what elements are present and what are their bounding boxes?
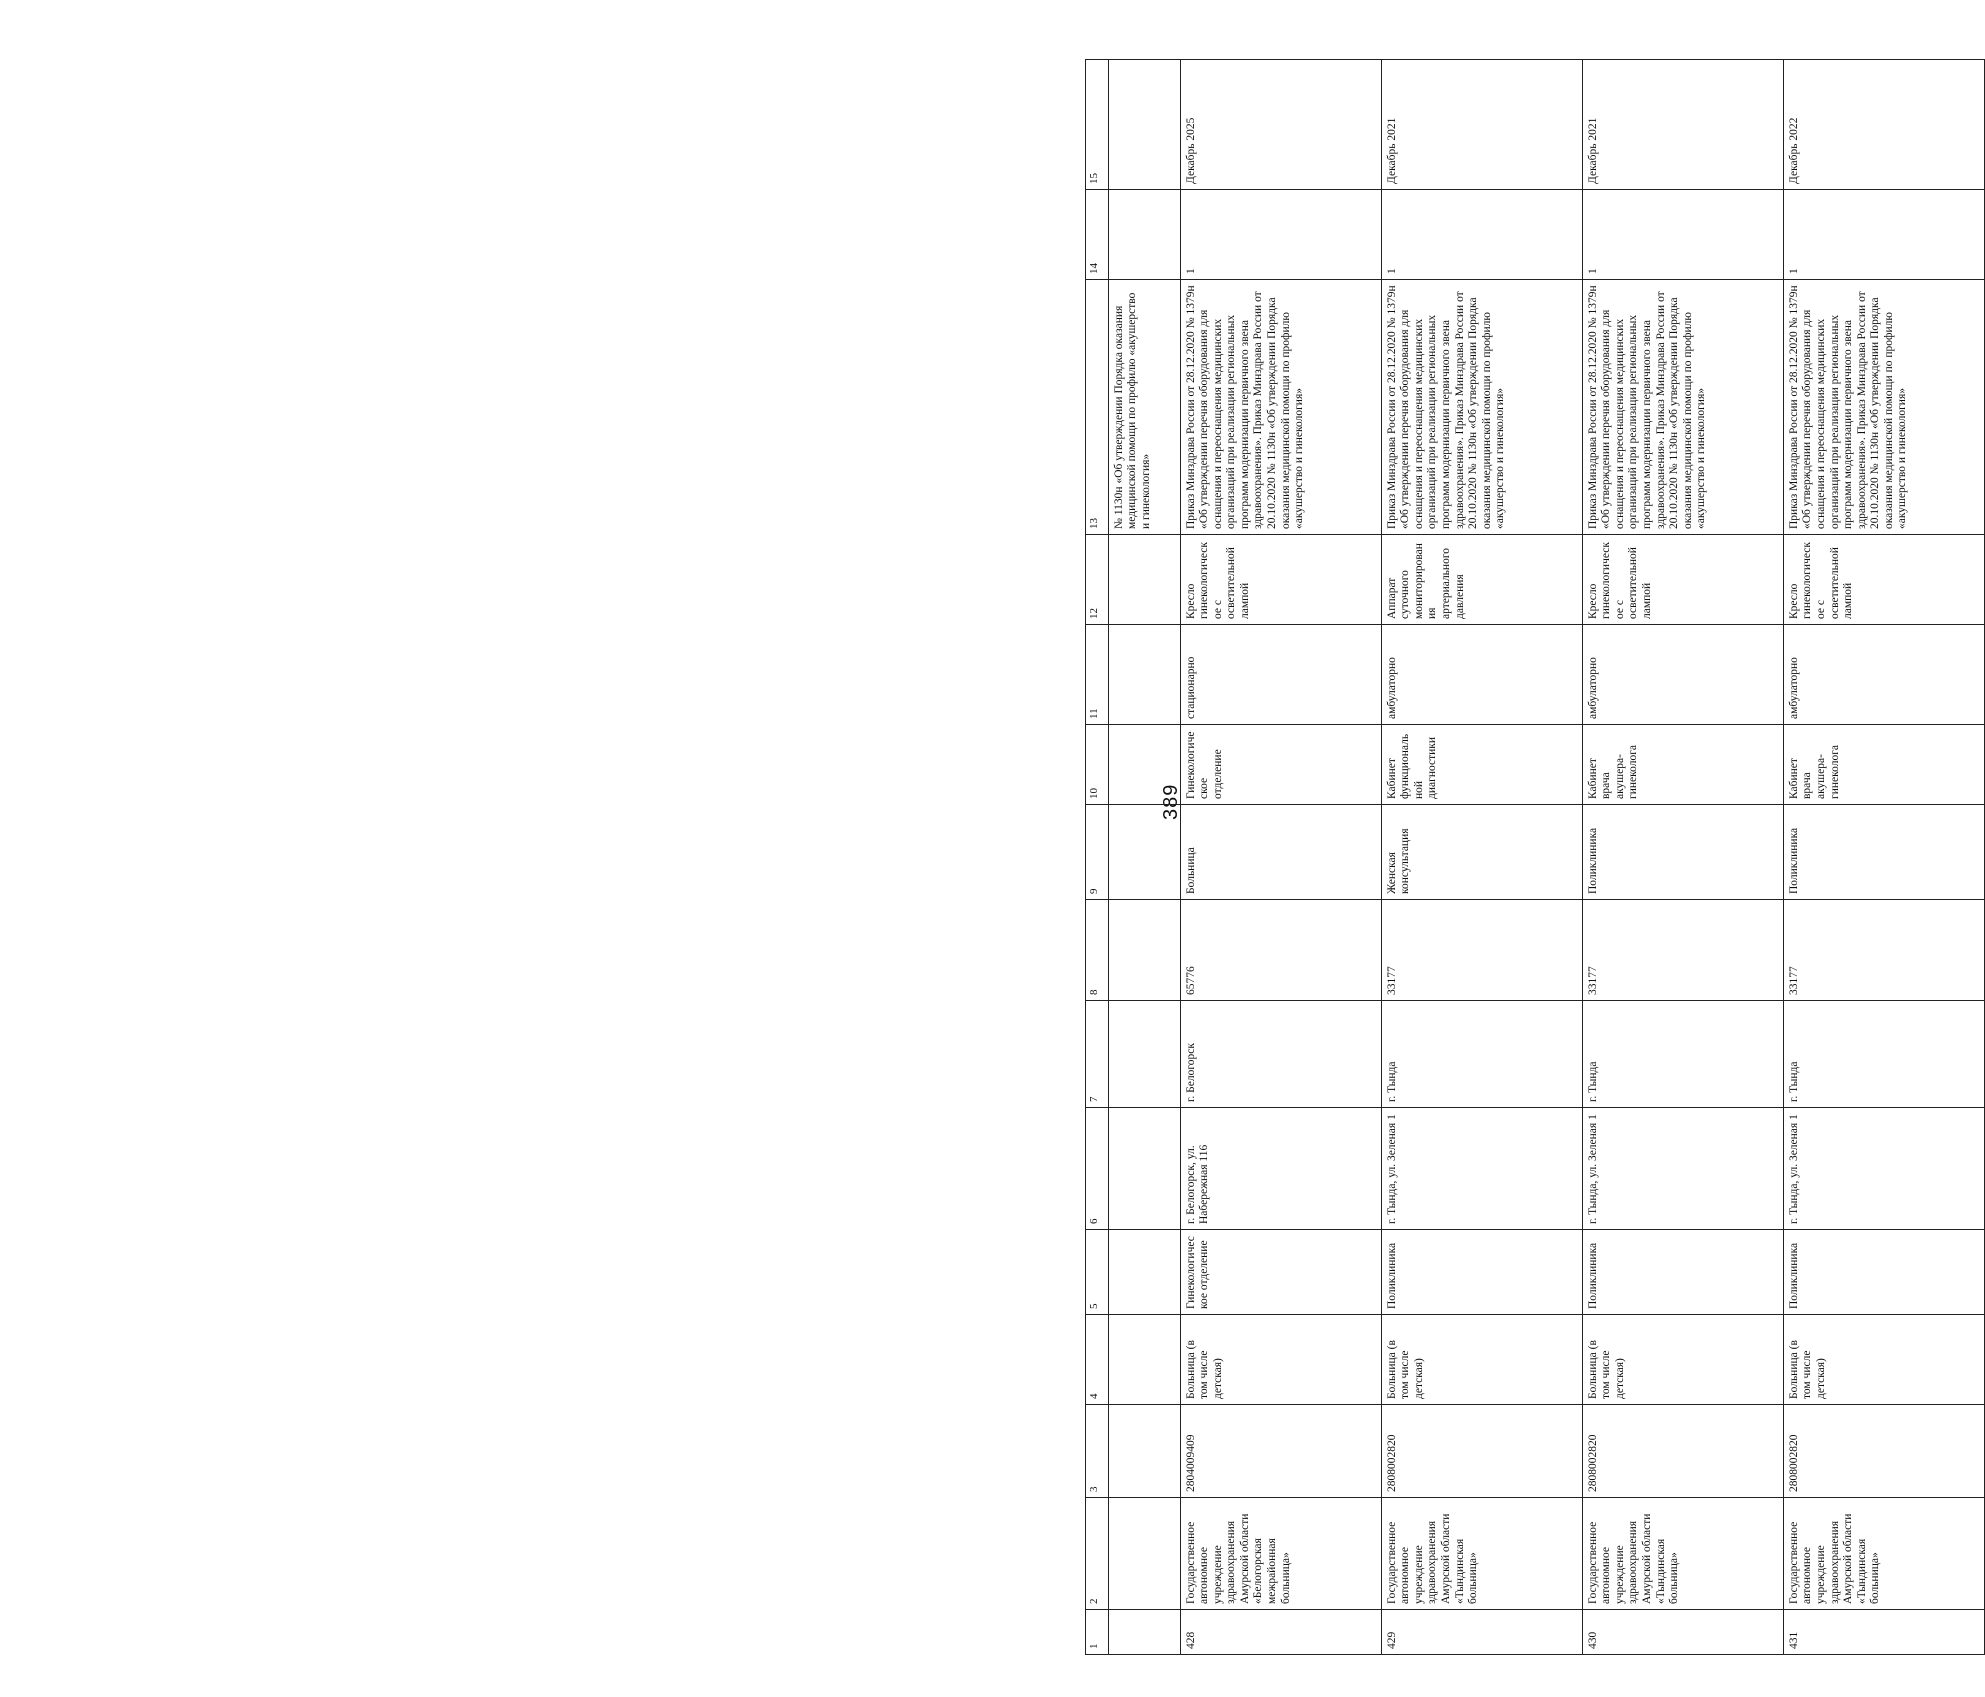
table-cell	[1108, 190, 1180, 280]
inn: 2808002820	[1783, 1405, 1984, 1498]
department: Кабинет врача акушера-гинеколога	[1783, 725, 1984, 805]
table-cell	[1108, 1498, 1180, 1610]
inn: 2808002820	[1582, 1405, 1783, 1498]
care-mode: амбулаторно	[1783, 625, 1984, 725]
table-row	[1180, 60, 1381, 1655]
department: Кабинет врача акушера-гинеколога	[1582, 725, 1783, 805]
table-cell	[1108, 1610, 1180, 1655]
care-mode: амбулаторно	[1381, 625, 1582, 725]
facility-type: Поликлиника	[1783, 805, 1984, 900]
table-cell	[1108, 900, 1180, 1001]
column-number: 10	[1086, 725, 1109, 805]
facility-type: Больница	[1180, 805, 1381, 900]
address: г. Тында, ул. Зеленая 1	[1381, 1108, 1582, 1230]
row-number: 429	[1381, 1610, 1582, 1655]
care-mode: стационарно	[1180, 625, 1381, 725]
table-cell	[1108, 1405, 1180, 1498]
organization-name: Государственное автономное учреждение здравоохранения Амурской области «Тындинская больница»	[1582, 1498, 1783, 1610]
table-cell	[1108, 625, 1180, 725]
inn: 2804009409	[1180, 1405, 1381, 1498]
equipment-name: Кресло гинекологическое с осветительной лампой	[1783, 535, 1984, 625]
organization-type: Больница (в том числе детская)	[1381, 1315, 1582, 1405]
population: 33177	[1381, 900, 1582, 1001]
table-cell	[1108, 1230, 1180, 1315]
column-number: 7	[1086, 1001, 1109, 1108]
regulation-cell: Приказ Минздрава России от 28.12.2020 № 1379н «Об утверждении перечня оборудования для оснащения и переоснащения медицинских организаций при реализации региональных программ модернизации первичного звена здравоохранения». Приказ Минздрава России от 20.10.2020 № 1130н «Об утверждении Порядка оказания медицинской помощи по профилю «акушерство и гинекология»	[1381, 280, 1582, 535]
locality: г. Тында	[1582, 1001, 1783, 1108]
population: 33177	[1783, 900, 1984, 1001]
quantity: 1	[1582, 190, 1783, 280]
regulation-cell: Приказ Минздрава России от 28.12.2020 № 1379н «Об утверждении перечня оборудования для оснащения и переоснащения медицинских организаций при реализации региональных программ модернизации первичного звена здравоохранения». Приказ Минздрава России от 20.10.2020 № 1130н «Об утверждении Порядка оказания медицинской помощи по профилю «акушерство и гинекология»	[1582, 280, 1783, 535]
column-number: 12	[1086, 535, 1109, 625]
table-row	[1783, 60, 1984, 1655]
deadline: Декабрь 2025	[1180, 60, 1381, 190]
inn: 2808002820	[1381, 1405, 1582, 1498]
locality: г. Тында	[1783, 1001, 1984, 1108]
column-numbers-row	[1086, 60, 1109, 1655]
address: г. Белогорск, ул. Набережная 116	[1180, 1108, 1381, 1230]
facility-type: Женская консультация	[1381, 805, 1582, 900]
quantity: 1	[1180, 190, 1381, 280]
column-number: 11	[1086, 625, 1109, 725]
organization-type: Больница (в том числе детская)	[1582, 1315, 1783, 1405]
organization-type: Больница (в том числе детская)	[1783, 1315, 1984, 1405]
locality: г. Белогорск	[1180, 1001, 1381, 1108]
column-number: 14	[1086, 190, 1109, 280]
organization-type: Больница (в том числе детская)	[1180, 1315, 1381, 1405]
table-cell	[1108, 60, 1180, 190]
department: Кабинет функциональной диагностики	[1381, 725, 1582, 805]
organization-name: Государственное автономное учреждение здравоохранения Амурской области «Белогорская межрайонная больница»	[1180, 1498, 1381, 1610]
equipment-name: Кресло гинекологическое с осветительной лампой	[1582, 535, 1783, 625]
locality: г. Тында	[1381, 1001, 1582, 1108]
department: Гинекологическое отделение	[1180, 725, 1381, 805]
table-cell	[1108, 535, 1180, 625]
subdivision: Поликлиника	[1582, 1230, 1783, 1315]
table-row	[1582, 60, 1783, 1655]
quantity: 1	[1783, 190, 1984, 280]
column-number: 1	[1086, 1610, 1109, 1655]
column-number: 8	[1086, 900, 1109, 1001]
subdivision: Поликлиника	[1783, 1230, 1984, 1315]
subdivision: Поликлиника	[1381, 1230, 1582, 1315]
deadline: Декабрь 2021	[1381, 60, 1582, 190]
column-number: 4	[1086, 1315, 1109, 1405]
column-number: 5	[1086, 1230, 1109, 1315]
facility-type: Поликлиника	[1582, 805, 1783, 900]
column-number: 9	[1086, 805, 1109, 900]
column-number: 6	[1086, 1108, 1109, 1230]
table-cell	[1108, 1315, 1180, 1405]
table-cell	[1108, 805, 1180, 900]
column-number: 2	[1086, 1498, 1109, 1610]
address: г. Тында, ул. Зеленая 1	[1582, 1108, 1783, 1230]
regulation-cell: № 1130н «Об утверждении Порядка оказания медицинской помощи по профилю «акушерство и гинекология»	[1108, 280, 1180, 535]
deadline: Декабрь 2022	[1783, 60, 1984, 190]
deadline: Декабрь 2021	[1582, 60, 1783, 190]
equipment-name: Аппарат суточного мониторирования артериального давления	[1381, 535, 1582, 625]
row-number: 428	[1180, 1610, 1381, 1655]
quantity: 1	[1381, 190, 1582, 280]
equipment-name: Кресло гинекологическое с осветительной лампой	[1180, 535, 1381, 625]
row-number: 431	[1783, 1610, 1984, 1655]
population: 65776	[1180, 900, 1381, 1001]
table-row	[1381, 60, 1582, 1655]
table-cell	[1108, 1108, 1180, 1230]
care-mode: амбулаторно	[1582, 625, 1783, 725]
organization-name: Государственное автономное учреждение здравоохранения Амурской области «Тындинская больница»	[1783, 1498, 1984, 1610]
regulation-cell: Приказ Минздрава России от 28.12.2020 № 1379н «Об утверждении перечня оборудования для оснащения и переоснащения медицинских организаций при реализации региональных программ модернизации первичного звена здравоохранения». Приказ Минздрава России от 20.10.2020 № 1130н «Об утверждении Порядка оказания медицинской помощи по профилю «акушерство и гинекология»	[1783, 280, 1984, 535]
column-number: 15	[1086, 60, 1109, 190]
column-number: 13	[1086, 280, 1109, 535]
rotated-table-container	[1085, 60, 1985, 1655]
organization-name: Государственное автономное учреждение здравоохранения Амурской области «Тындинская больница»	[1381, 1498, 1582, 1610]
equipment-table	[1085, 59, 1985, 1655]
population: 33177	[1582, 900, 1783, 1001]
subdivision: Гинекологическое отделение	[1180, 1230, 1381, 1315]
column-number: 3	[1086, 1405, 1109, 1498]
row-number: 430	[1582, 1610, 1783, 1655]
regulation-cell: Приказ Минздрава России от 28.12.2020 № 1379н «Об утверждении перечня оборудования для оснащения и переоснащения медицинских организаций при реализации региональных программ модернизации первичного звена здравоохранения». Приказ Минздрава России от 20.10.2020 № 1130н «Об утверждении Порядка оказания медицинской помощи по профилю «акушерство и гинекология»	[1180, 280, 1381, 535]
table-row	[1108, 60, 1180, 1655]
page-number: 389	[1160, 783, 1182, 820]
table-cell	[1108, 1001, 1180, 1108]
table-cell	[1108, 725, 1180, 805]
address: г. Тында, ул. Зеленая 1	[1783, 1108, 1984, 1230]
